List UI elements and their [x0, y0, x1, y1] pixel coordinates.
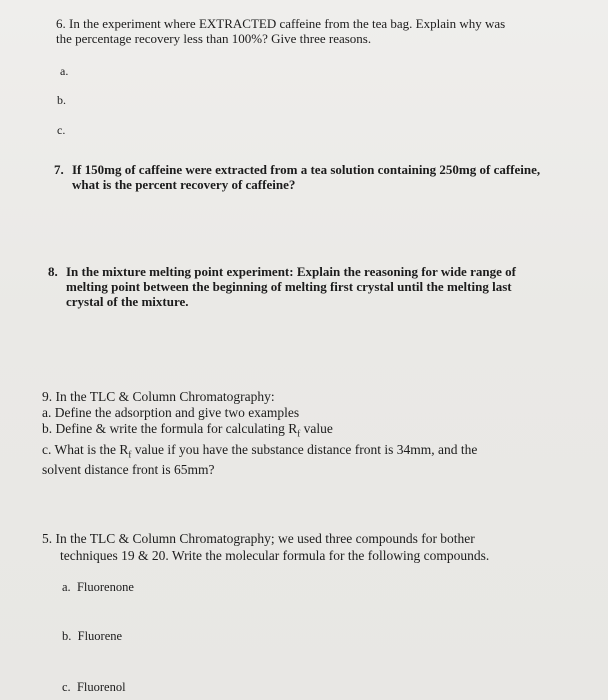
- question-6-option-c: c.: [57, 123, 66, 137]
- question-9-item-c: [42, 442, 512, 463]
- question-6-option-b: b.: [57, 93, 66, 107]
- compound-b: [62, 629, 122, 644]
- question-6-line-1: 6. In the experiment where EXTRACTED caffeine from the tea bag. Explain why was: [56, 16, 506, 31]
- compound-a-letter: a.: [62, 580, 71, 594]
- question-7-text: [72, 162, 541, 192]
- question-8-number: 8.: [48, 264, 58, 279]
- question-9-item-c-text: c. What is the R: [42, 441, 129, 457]
- question-6: [56, 16, 526, 46]
- question-9-item-b-tail: value: [300, 421, 333, 436]
- question-9-line-1: 9. In the TLC & Column Chromatography:: [42, 389, 275, 404]
- question-6-option-a: a.: [60, 64, 69, 78]
- compound-c: [62, 680, 126, 695]
- question-9-item-c-tail: value if you have the substance distance front is 34mm, and the: [131, 441, 478, 457]
- compound-a: [62, 580, 134, 595]
- compound-b-letter: b.: [62, 629, 72, 643]
- question-7-line-2: what is the percent recovery of caffeine?: [72, 177, 296, 192]
- question-9-item-a: a. Define the adsorption and give two examples: [42, 405, 300, 420]
- question-8-line-3: crystal of the mixture.: [66, 294, 189, 309]
- question-9-item-b-text: b. Define & write the formula for calculating R: [42, 421, 298, 436]
- question-7-number: 7.: [54, 162, 64, 177]
- question-5: [42, 530, 522, 564]
- question-8-line-1: In the mixture melting point experiment: Explain the reasoning for wide range of: [66, 264, 516, 279]
- question-5-line-2: techniques 19 & 20. Write the molecular formula for the following compounds.: [60, 548, 490, 563]
- question-9: [42, 389, 512, 478]
- compound-b-name: Fluorene: [77, 629, 123, 643]
- question-8-text: [66, 264, 518, 309]
- question-6-line-2: the percentage recovery less than 100%? Give three reasons.: [56, 31, 372, 46]
- question-8-line-2: melting point between the beginning of melting first crystal until the melting last: [66, 279, 512, 294]
- compound-a-name: Fluorenone: [76, 580, 134, 594]
- rf-subscript: f: [297, 428, 301, 439]
- question-9-item-b: [42, 421, 512, 442]
- compound-c-name: Fluorenol: [76, 680, 126, 694]
- compound-c-letter: c.: [62, 680, 71, 694]
- question-5-line-1: 5. In the TLC & Column Chromatography; we used three compounds for bother: [42, 531, 475, 546]
- question-7-line-1: If 150mg of caffeine were extracted from a tea solution containing 250mg of caffeine,: [72, 162, 541, 177]
- rf-subscript: f: [128, 449, 132, 460]
- question-9-item-c-continued: solvent distance front is 65mm?: [42, 462, 215, 478]
